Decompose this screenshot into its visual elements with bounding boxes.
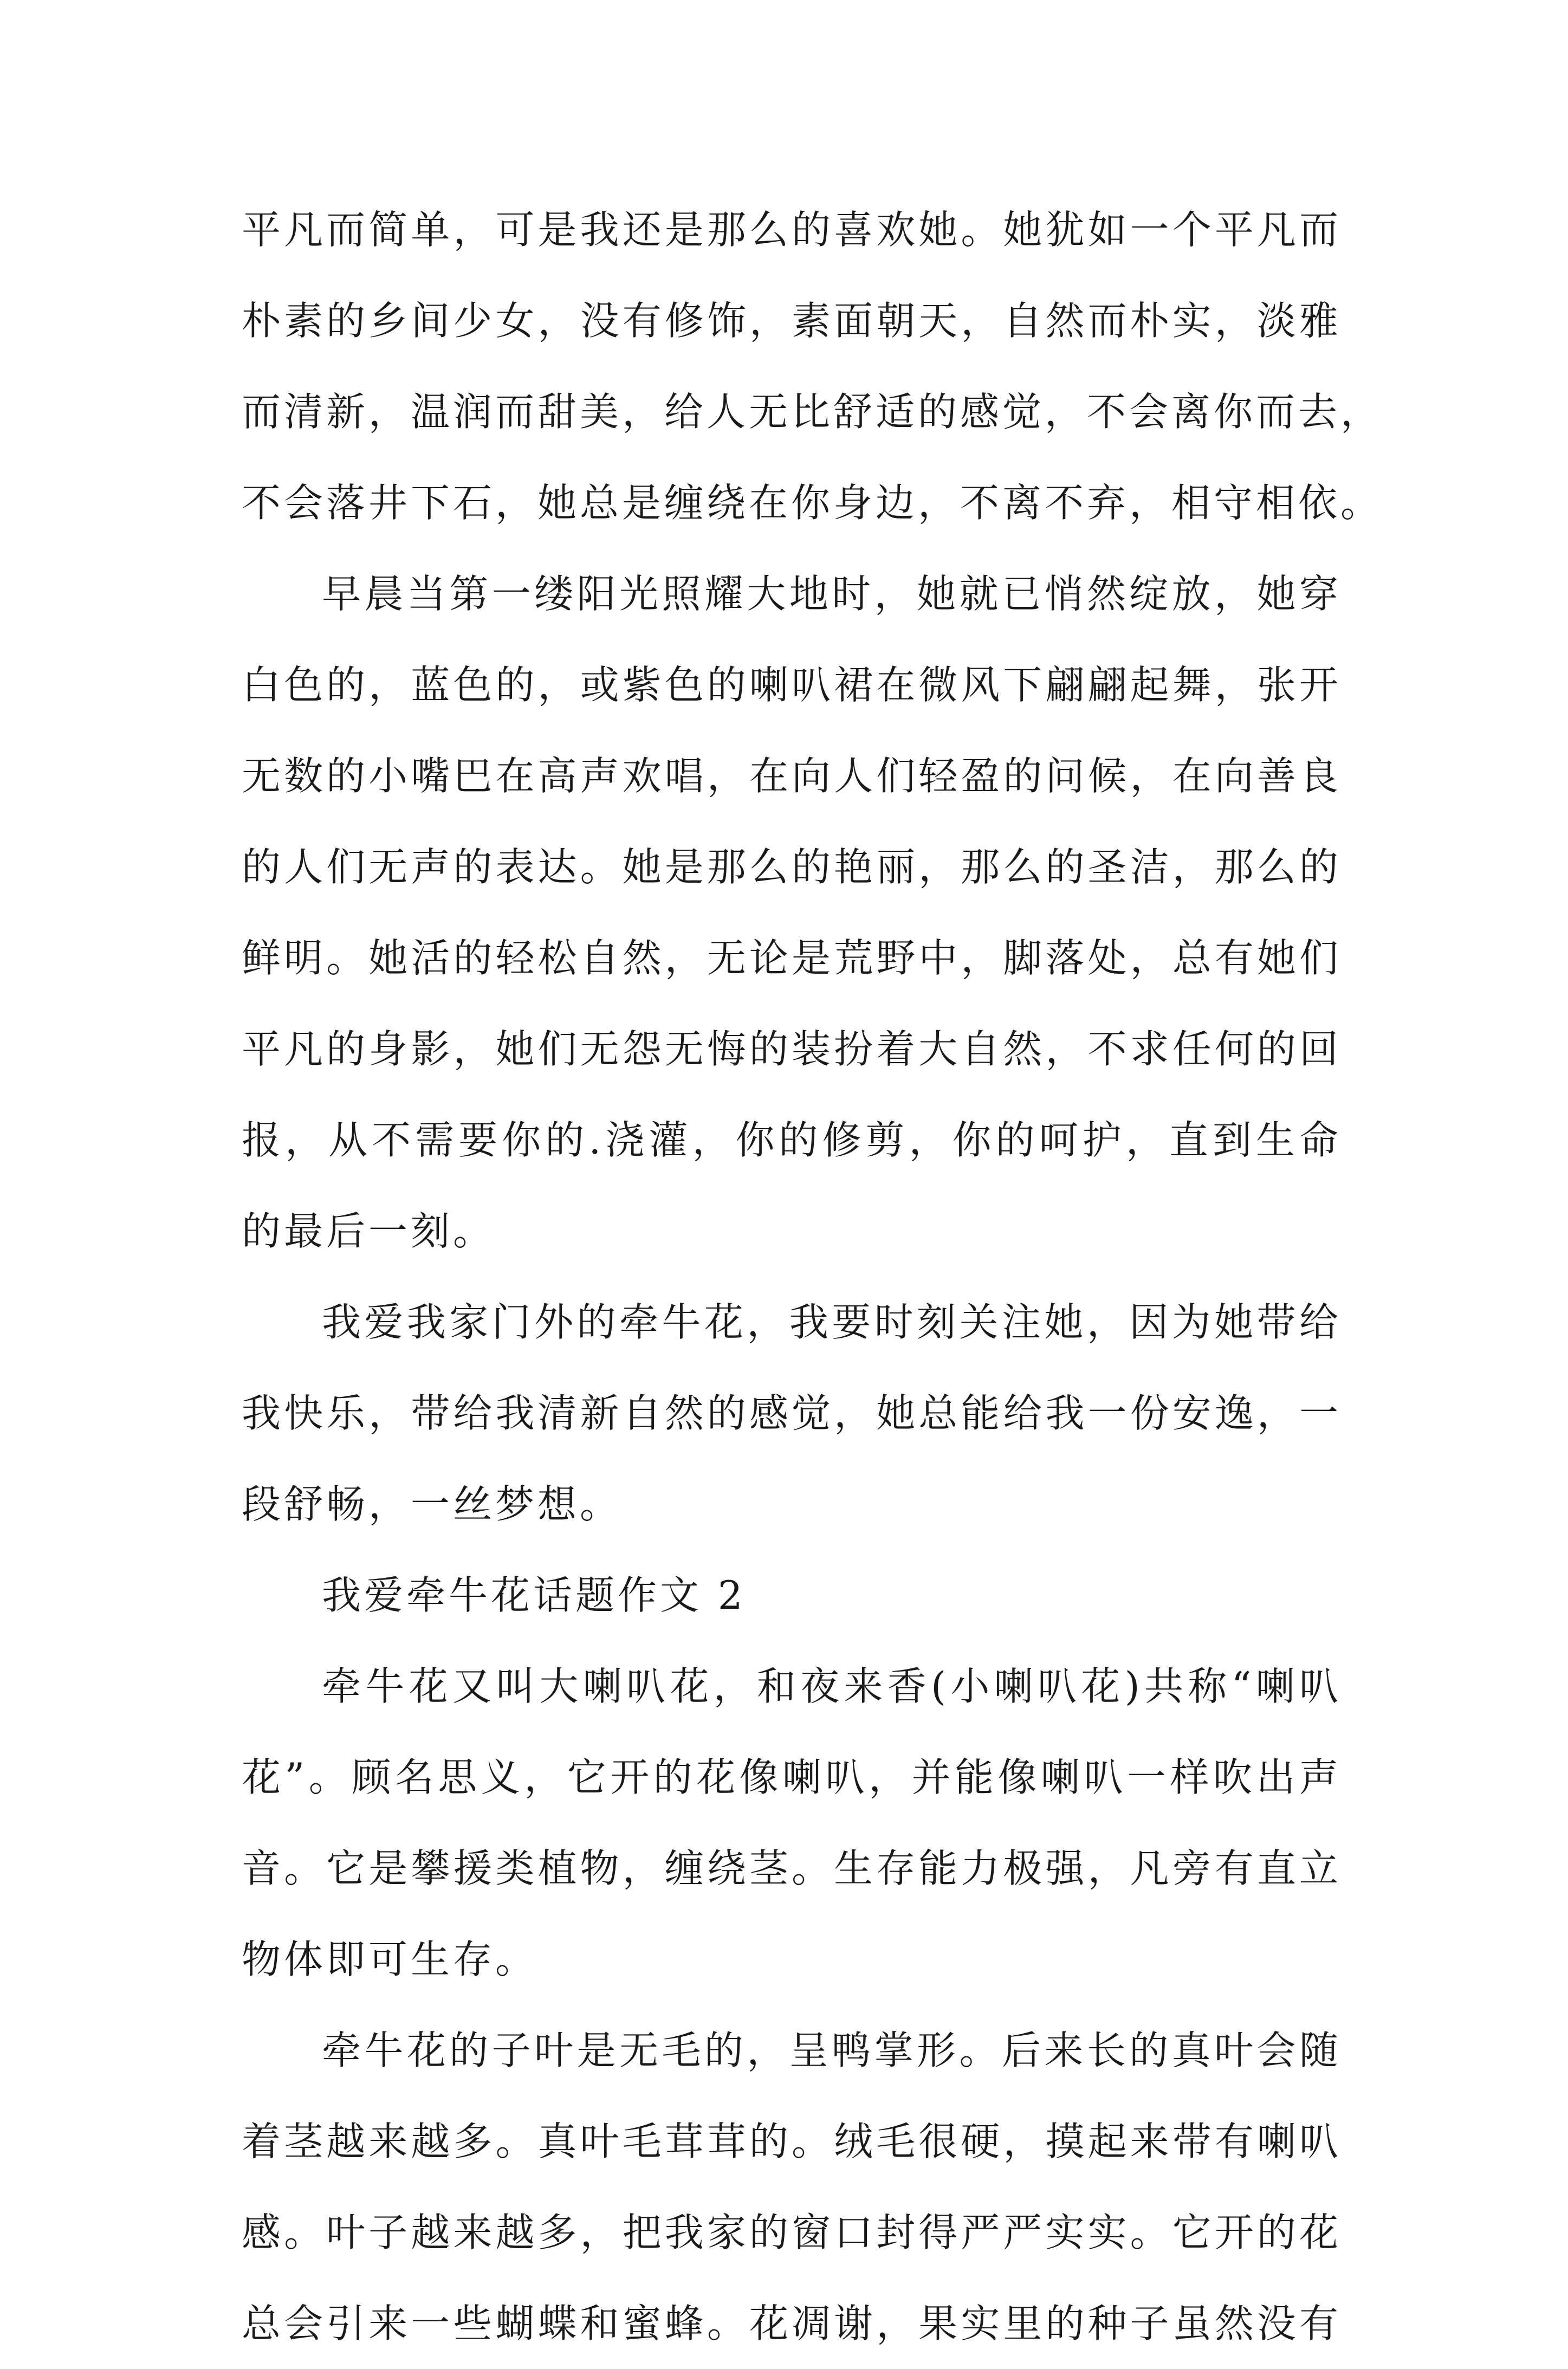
- text-line: 我快乐，带给我清新自然的感觉，她总能给我一份安逸，一: [242, 1390, 1342, 1436]
- text-line: 不会落井下石，她总是缠绕在你身边，不离不弃，相守相依。: [242, 480, 1383, 526]
- text-line: 而清新，温润而甜美，给人无比舒适的感觉，不会离你而去，: [242, 389, 1383, 435]
- text-line: 无数的小嘴巴在高声欢唱，在向人们轻盈的问候，在向善良: [242, 753, 1342, 799]
- text-line: 鲜明。她活的轻松自然，无论是荒野中，脚落处，总有她们: [242, 935, 1342, 981]
- paragraph-first-line: 早晨当第一缕阳光照耀大地时，她就已悄然绽放，她穿: [322, 571, 1342, 617]
- text-line: 段舒畅，一丝梦想。: [242, 1481, 623, 1527]
- paragraph-first-line: 我爱我家门外的牵牛花，我要时刻关注她，因为她带给: [322, 1299, 1342, 1345]
- text-line: 着茎越来越多。真叶毛茸茸的。绒毛很硬，摸起来带有喇叭: [242, 2119, 1342, 2164]
- text-line: 物体即可生存。: [242, 1937, 538, 1982]
- text-line: 平凡而简单，可是我还是那么的喜欢她。她犹如一个平凡而: [242, 207, 1342, 253]
- text-line: 白色的，蓝色的，或紫色的喇叭裙在微风下翩翩起舞，张开: [242, 662, 1342, 708]
- text-line: 的人们无声的表达。她是那么的艳丽，那么的圣洁，那么的: [242, 844, 1342, 890]
- text-line: 感。叶子越来越多，把我家的窗口封得严严实实。它开的花: [242, 2210, 1342, 2255]
- paragraph-first-line: 牵牛花又叫大喇叭花，和夜来香(小喇叭花)共称“喇叭: [322, 1664, 1342, 1709]
- text-line: 总会引来一些蝴蝶和蜜蜂。花凋谢，果实里的种子虽然没有: [242, 2301, 1342, 2346]
- text-line: 音。它是攀援类植物，缠绕茎。生存能力极强，凡旁有直立: [242, 1846, 1342, 1891]
- text-line: 平凡的身影，她们无怨无悔的装扮着大自然，不求任何的回: [242, 1026, 1342, 1072]
- paragraph-first-line: 牵牛花的子叶是无毛的，呈鸭掌形。后来长的真叶会随: [322, 2028, 1342, 2073]
- text-line: 花”。顾名思义，它开的花像喇叭，并能像喇叭一样吹出声: [242, 1755, 1342, 1800]
- section-heading: 我爱牵牛花话题作文 2: [322, 1572, 746, 1618]
- text-line: 的最后一刻。: [242, 1208, 496, 1254]
- document-body: [242, 184, 1383, 2369]
- text-line: 朴素的乡间少女，没有修饰，素面朝天，自然而朴实，淡雅: [242, 298, 1342, 344]
- text-line: 报，从不需要你的.浇灌，你的修剪，你的呵护，直到生命: [242, 1117, 1342, 1163]
